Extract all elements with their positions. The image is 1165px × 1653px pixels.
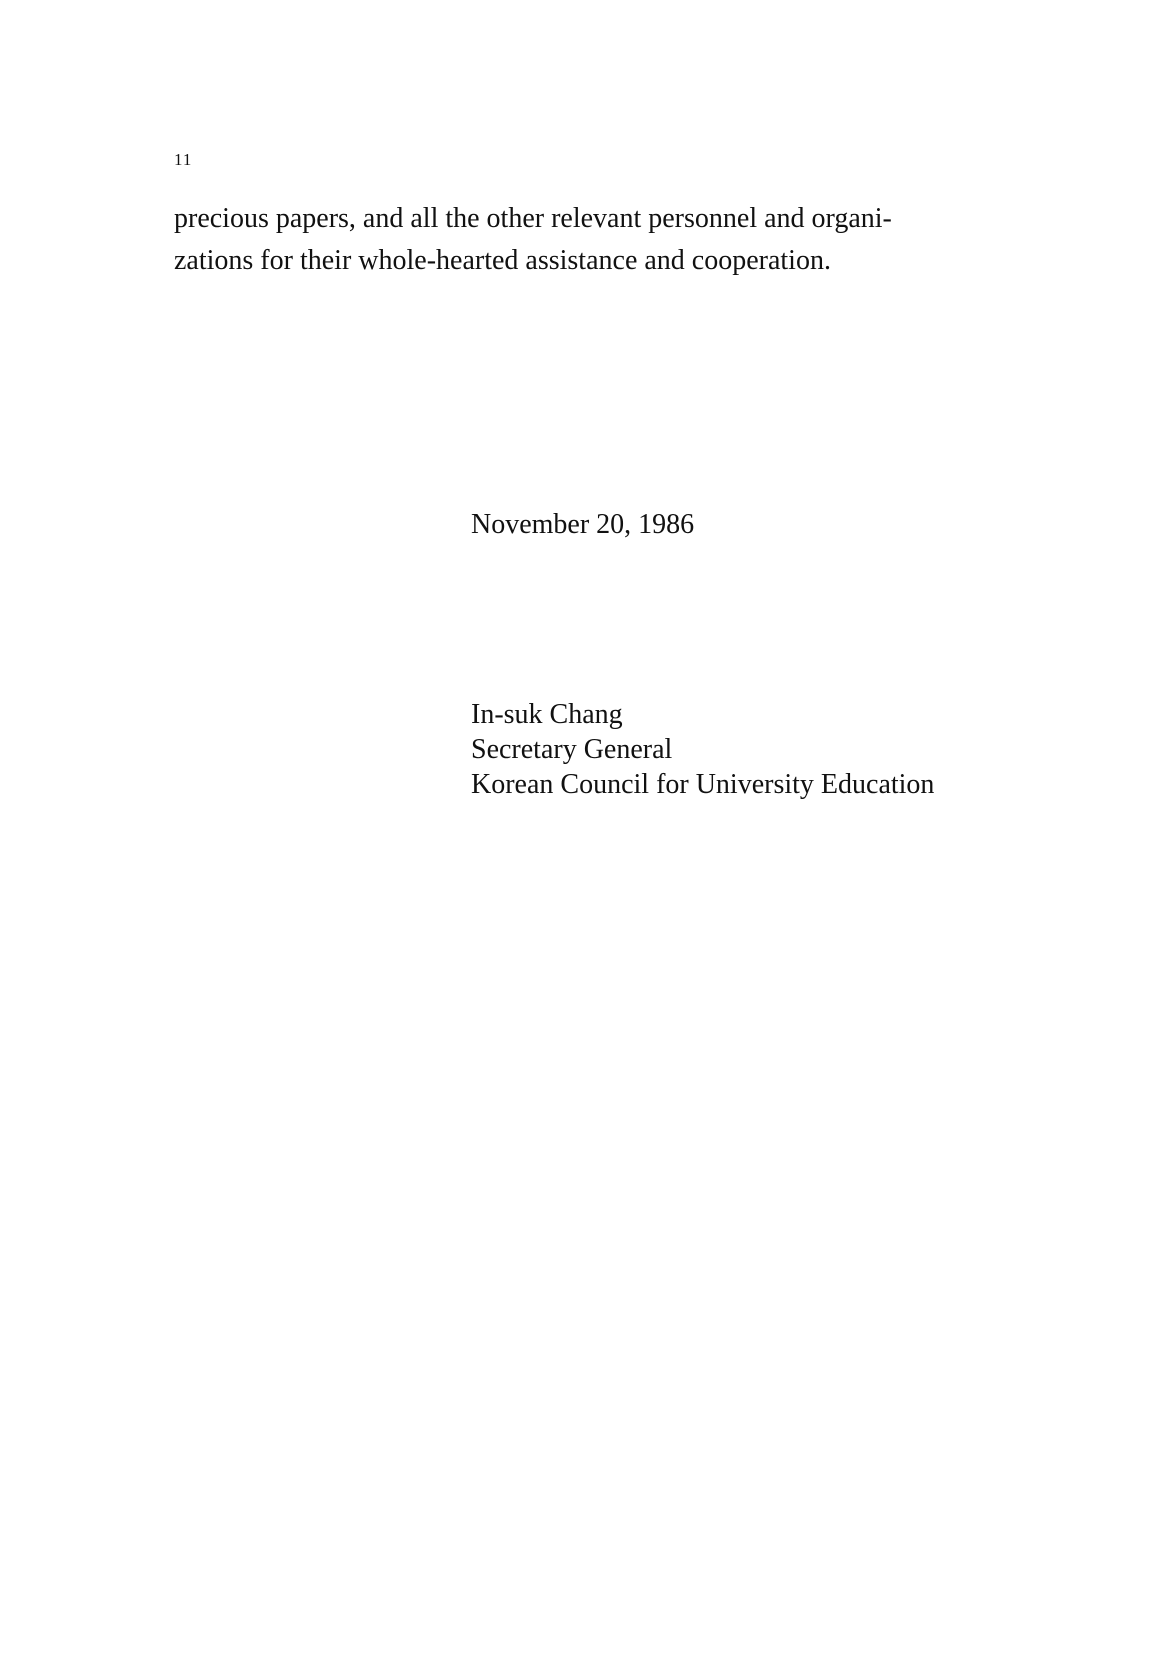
signatory-title: Secretary General [471,734,673,765]
signatory-organization: Korean Council for University Education [471,769,935,800]
body-paragraph [174,198,1034,282]
page-number: 11 [174,150,193,169]
signatory-name: In-suk Chang [471,699,623,730]
body-line-1: precious papers, and all the other relevant personnel and organi- [174,203,892,234]
signature-block [471,697,934,802]
closing-date: November 20, 1986 [471,509,695,540]
body-line-2: zations for their whole-hearted assistance and cooperation. [174,245,831,276]
